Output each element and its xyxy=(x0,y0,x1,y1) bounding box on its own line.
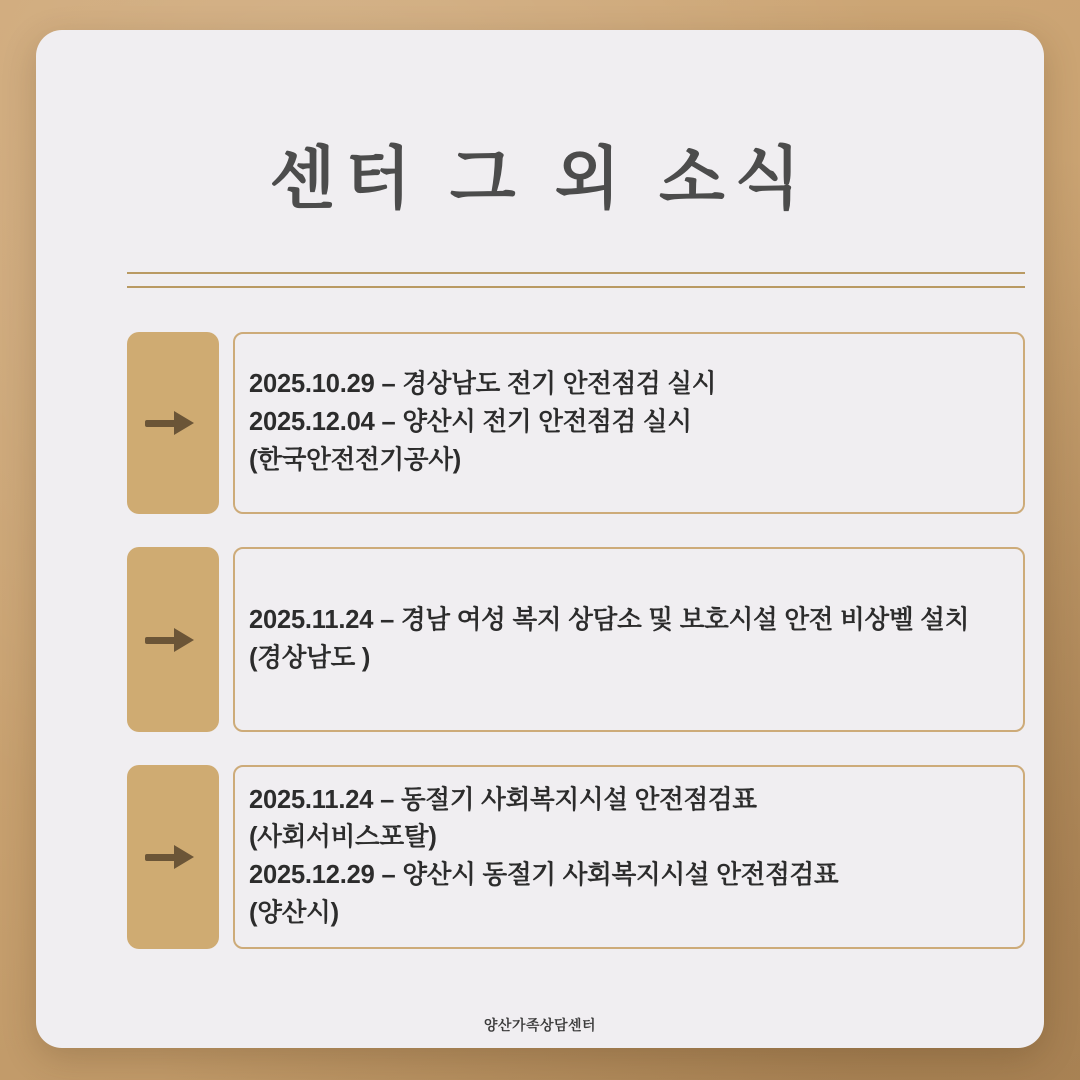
list-item xyxy=(127,765,1025,949)
list-item-line: 2025.10.29 – 경상남도 전기 안전점검 실시 xyxy=(249,370,717,399)
title-divider-top xyxy=(127,272,1025,274)
arrow-badge xyxy=(127,765,219,949)
list-item-body xyxy=(233,332,1025,514)
news-list xyxy=(127,332,1025,982)
list-item-line: (양산시) xyxy=(249,898,339,927)
list-item xyxy=(127,547,1025,732)
list-item-line: (사회서비스포탈) xyxy=(249,823,437,852)
list-item-line: 2025.11.24 – 동절기 사회복지시설 안전점검표 xyxy=(249,785,757,814)
arrow-right-icon xyxy=(145,622,201,658)
arrow-right-icon xyxy=(145,839,201,875)
list-item-line: (경상남도 ) xyxy=(249,643,371,672)
list-item-text xyxy=(249,782,838,933)
page-title: 센터 그 외 소식 xyxy=(269,141,811,217)
arrow-badge xyxy=(127,547,219,732)
list-item-text xyxy=(249,602,969,677)
list-item-body xyxy=(233,765,1025,949)
arrow-right-icon xyxy=(145,405,201,441)
list-item-line: (한국안전전기공사) xyxy=(249,445,462,474)
title-divider-bottom xyxy=(127,286,1025,288)
list-item xyxy=(127,332,1025,514)
arrow-badge xyxy=(127,332,219,514)
list-item-line: 2025.12.04 – 양산시 전기 안전점검 실시 xyxy=(249,408,692,437)
list-item-text xyxy=(249,366,716,479)
list-item-line: 2025.11.24 – 경남 여성 복지 상담소 및 보호시설 안전 비상벨 설치 xyxy=(249,605,970,634)
list-item-line: 2025.12.29 – 양산시 동절기 사회복지시설 안전점검표 xyxy=(249,861,839,889)
list-item-body xyxy=(233,547,1025,732)
content-card xyxy=(36,30,1044,1048)
footer-organization: 양산가족상담센터 xyxy=(483,1017,597,1033)
